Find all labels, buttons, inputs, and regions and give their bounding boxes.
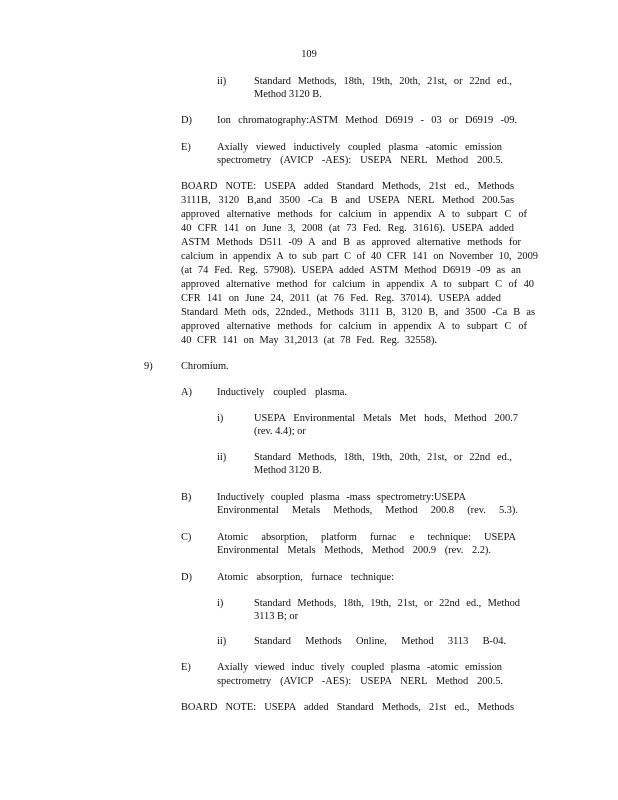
page-number: 109 [301, 49, 317, 60]
item-label: D) [181, 115, 192, 126]
item-label: B) [181, 492, 192, 503]
item-label: ii) [217, 76, 227, 87]
item-text: Environmental Metals Methods, Method 200.9 (rev. 2.2). [217, 545, 491, 556]
note-line: approved alternative methods for calcium in appendix A to subpart C of [181, 209, 527, 220]
item-text: Standard Methods, 18th, 19th, 20th, 21st, or 22nd ed., [254, 452, 512, 463]
item-text: Axially viewed inductively coupled plasma -atomic emission [217, 142, 502, 153]
item-label: A) [181, 387, 192, 398]
item-text: Standard Methods, 18th, 19th, 20th, 21st, or 22nd ed., [254, 76, 512, 87]
board-note: BOARD NOTE: USEPA added Standard Methods, 21st ed., Methods [181, 702, 514, 713]
item-text: Method 3120 B. [254, 465, 322, 476]
item-label: E) [181, 662, 191, 673]
item-text: (rev. 4.4); or [254, 426, 306, 437]
item-text: USEPA Environmental Metals Met hods, Method 200.7 [254, 413, 518, 424]
item-label: i) [217, 413, 224, 424]
note-line: Standard Meth ods, 22nded., Methods 3111 B, 3120 B, and 3500 -Ca B as [181, 307, 535, 318]
item-label: D) [181, 572, 192, 583]
item-text: spectrometry (AVICP -AES): USEPA NERL Method 200.5. [217, 155, 503, 166]
note-line: 40 CFR 141 on May 31,2013 (at 78 Fed. Reg. 32558). [181, 335, 437, 346]
note-line: (at 74 Fed. Reg. 57908). USEPA added ASTM Method D6919 -09 as an [181, 265, 521, 276]
item-text: Axially viewed induc tively coupled plasma -atomic emission [217, 662, 502, 673]
item-label: ii) [217, 636, 227, 647]
item-text: Standard Methods Online, Method 3113 B-04. [254, 636, 506, 647]
item-text: spectrometry (AVICP -AES): USEPA NERL Method 200.5. [217, 676, 503, 687]
note-line: approved alternative method for calcium in appendix A to subpart C of 40 [181, 279, 534, 290]
item-text: Atomic absorption, furnace technique: [217, 572, 394, 583]
item-text: Atomic absorption, platform furnac e technique: USEPA [217, 532, 516, 543]
item-text: 3113 B; or [254, 611, 299, 622]
item-text: Environmental Metals Methods, Method 200.8 (rev. 5.3). [217, 505, 518, 516]
item-label: C) [181, 532, 192, 543]
item-label: E) [181, 142, 191, 153]
section-title: Chromium. [181, 361, 229, 372]
item-label: ii) [217, 452, 227, 463]
note-line: calcium in appendix A to sub part C of 40 CFR 141 on November 10, 2009 [181, 251, 538, 262]
item-text: Inductively coupled plasma. [217, 387, 347, 398]
note-line: CFR 141 on June 24, 2011 (at 76 Fed. Reg. 37014). USEPA added [181, 293, 501, 304]
note-line: BOARD NOTE: USEPA added Standard Methods, 21st ed., Methods [181, 181, 514, 192]
item-text: Method 3120 B. [254, 89, 322, 100]
note-line: 40 CFR 141 on June 3, 2008 (at 73 Fed. Reg. 31616). USEPA added [181, 223, 514, 234]
note-line: ASTM Methods D511 -09 A and B as approved alternative methods for [181, 237, 521, 248]
note-line: approved alternative methods for calcium in appendix A to subpart C of [181, 321, 527, 332]
note-line: 3111B, 3120 B,and 3500 -Ca B and USEPA NERL Method 200.5as [181, 195, 514, 206]
section-number: 9) [144, 361, 153, 372]
item-text: Standard Methods, 18th, 19th, 21st, or 22nd ed., Method [254, 598, 520, 609]
item-label: i) [217, 598, 224, 609]
item-text: Ion chromatography:ASTM Method D6919 - 03 or D6919 -09. [217, 115, 517, 126]
item-text: Inductively coupled plasma -mass spectrometry:USEPA [217, 492, 466, 503]
